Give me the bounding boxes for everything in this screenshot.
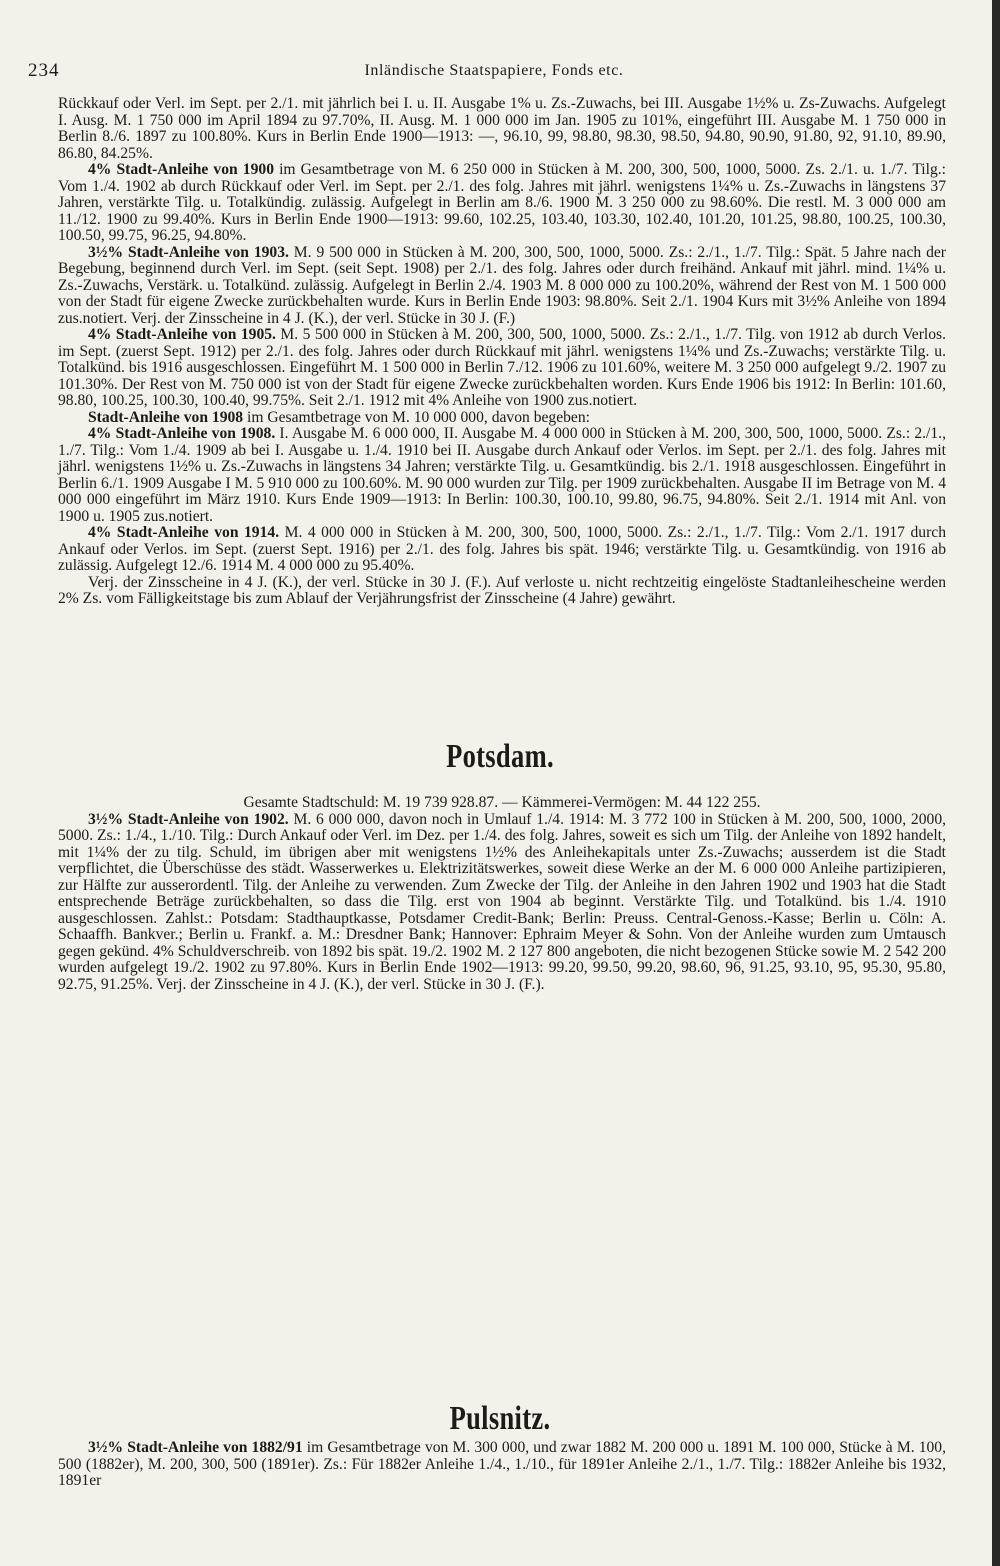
loan-heading: Stadt-Anleihe von 1908 bbox=[88, 408, 244, 426]
city-heading-pulsnitz: Pulsnitz. bbox=[449, 1400, 551, 1437]
loan-body: im Gesamtbetrage von M. 300 000, und zwar 1882 M. 200 000 u. 1891 M. 100 000, Stücke à M. 100, 500 (1882er), M. 200, 300, 500 (1891er). Zs.: Für 1882er Anleihe 1./4., 1./10., für 1891er Anleihe 2./1., 1./7. Tilg.: 1882er Anleihe bis 1932, 1891er bbox=[58, 1439, 946, 1489]
loan-body: im Gesamtbetrage von M. 6 250 000 in Stücken à M. 200, 300, 500, 1000, 5000. Zs. 2./1. u. 1./7. Tilg.: Vom 1./4. 1902 ab durch Rückkauf oder Verl. im Sept. per 2./1. des folg. Jahres mit jährl. wenigstens 1¼% u. Zs.-Zuwachs in längstens 37 Jahren, verstärkte Tilg. u. Totalkündig. zulässig. Aufgelegt in Berlin am 8./6. 1900 M. 3 250 000 zu 98.60%. Die restl. M. 3 000 000 am 11./12. 1900 zu 99.40%. Kurs in Berlin Ende 1900—1913: 99.60, 102.25, 103.40, 103.30, 102.40, 101.20, 101.25, 98.80, 100.25, 100.30, 100.50, 99.75, 96.25, 94.80%. bbox=[58, 161, 946, 244]
paragraph-pulsnitz-loan bbox=[58, 1440, 946, 1490]
loan-body: M. 9 500 000 in Stücken à M. 200, 300, 500, 1000, 5000. Zs.: 2./1., 1./7. Tilg.: Spät. 5 Jahre nach der Begebung, beginnend durch Verl. im Sept. (seit Sept. 1908) per 2./1. des folg. Jahres oder durch freihänd. Ankauf mit jährl. mind. 1¼% u. Zs.-Zuwachs, Verstärk. u. Totalkünd. zulässig. Aufgelegt in Berlin 2./4. 1903 M. 8 000 000 zu 100.20%, während der Rest von M. 1 500 000 von der Stadt für eigene Zwecke zurückbehalten wurde. Kurs in Berlin Ende 1903: 98.80%. Seit 2./1. 1904 Kurs mit 3½% Anleihe von 1894 zus.notiert. Verj. der Zinsscheine in 4 J. (K.), der verl. Stücke in 30 J. (F.) bbox=[58, 243, 946, 327]
paragraph-loan-1914 bbox=[58, 525, 946, 575]
loan-heading: 3½% Stadt-Anleihe von 1882/91 bbox=[88, 1439, 303, 1456]
paragraph-potsdam-loan-1902 bbox=[58, 812, 946, 994]
loan-heading: 4% Stadt-Anleihe von 1908. bbox=[88, 425, 276, 442]
loan-body: I. Ausgabe M. 6 000 000, II. Ausgabe M. 4 000 000 in Stücken à M. 200, 300, 500, 1000, 5000. Zs.: 2./1., 1./7. Tilg.: Vom 1./4. 1909 ab bei I. Ausgabe u. 1./4. 1910 bei II. Ausgabe durch Ankauf oder Verlos. im Sept. per 2./1. des folg. Jahres mit jährl. wenigstens 1½% u. Zs.-Zuwachs in längstens 34 Jahren; verstärkte Tilg. u. Gesamtkündig. bis 2./1. 1918 ausgeschlossen. Eingeführt in Berlin 6./1. 1909 Ausgabe I M. 5 910 000 zu 100.60%. M. 90 000 wurden zur Tilg. per 1909 zurückbehalten. Ausgabe II im Betrage von M. 4 000 000 eingeführt im März 1910. Kurs Ende 1909—1913: In Berlin: 100.30, 100.10, 99.80, 96.75, 94.80%. Seit 2./1. 1914 mit Anl. von 1900 u. 1905 zus.notiert. bbox=[58, 425, 946, 525]
page-header bbox=[28, 60, 960, 84]
loan-heading: 4% Stadt-Anleihe von 1905. bbox=[88, 326, 276, 343]
paragraph-loan-1905 bbox=[58, 327, 946, 410]
loan-body: M. 4 000 000 in Stücken à M. 200, 300, 500, 1000, 5000. Zs.: 2./1., 1./7. Tilg.: Vom 2./1. 1917 durch Ankauf oder Verlos. im Sept. (zuerst Sept. 1916) per 2./1. des folg. Jahres bis spät. 1946; verstärkte Tilg. u. Gesamtkündig. von 1916 ab zulässig. Aufgelegt 12./6. 1914 M. 4 000 000 zu 95.40%. bbox=[58, 524, 946, 574]
loan-body: M. 5 500 000 in Stücken à M. 200, 300, 500, 1000, 5000. Zs.: 2./1., 1./7. Tilg. von 1912 ab durch Verlos. im Sept. (zuerst Sept. 1912) per 2./1. des folg. Jahres oder durch Rückkauf mit jährl. wenigstens 1¼% und Zs.-Zuwachs; verstärkte Tilg. u. Totalkünd. bis 1916 ausgeschlossen. Eingeführt M. 1 500 000 in Berlin 7./12. 1906 zu 101.60%, weitere M. 3 250 000 aufgelegt 9./2. 1907 zu 101.30%. Der Rest von M. 750 000 ist von der Stadt für eigene Zwecke zurückbehalten worden. Kurs Ende 1906 bis 1912: In Berlin: 101.60, 98.80, 100.25, 100.30, 100.40, 99.75%. Seit 2./1. 1912 mit 4% Anleihe von 1900 zus.notiert. bbox=[58, 326, 947, 409]
paragraph-verjaehrung: Verj. der Zinsscheine in 4 J. (K.), der verl. Stücke in 30 J. (F.). Auf verloste u. nicht rechtzeitig eingelöste Stadtanleihescheine werden 2% Zs. vom Fälligkeitstage bis zum Ablauf der Verjährungsfrist der Zinsscheine (4 Jahre) gewährt. bbox=[58, 573, 946, 607]
loan-heading: 4% Stadt-Anleihe von 1900 bbox=[88, 161, 274, 178]
loan-heading: 3½% Stadt-Anleihe von 1903. bbox=[88, 243, 289, 261]
section-potsdam bbox=[58, 795, 946, 993]
paragraph-loan-1900 bbox=[58, 162, 946, 245]
paragraph-loan-1903 bbox=[58, 245, 946, 328]
running-title: Inländische Staatspapiere, Fonds etc. bbox=[364, 62, 624, 79]
city-heading-potsdam: Potsdam. bbox=[446, 738, 554, 775]
loan-body: im Gesamtbetrage von M. 10 000 000, davon begeben: bbox=[243, 408, 590, 426]
loan-body: M. 6 000 000, davon noch in Umlauf 1./4. 1914: M. 3 772 100 in Stücken à M. 200, 500, 1000, 2000, 5000. Zs.: 1./4., 1./10. Tilg.: Durch Ankauf oder Verl. im Dez. per 1./4. des folg. Jahres, soweit es sich um Tilg. der Anleihe von 1892 handelt, mit 1¼% der zu tilg. Schuld, im übrigen aber mit wenigstens 1½% des Anleihekapitals unter Zs.-Zuwachs; ausserdem ist die Stadt verpflichtet, die Überschüsse des städt. Wasserwerkes u. Elektrizitätswerkes, soweit diese Werke an der M. 6 000 000 Anleihe partizipieren, zur Hälfte zur ausserordentl. Tilg. der Anleihe zu verwenden. Zum Zwecke der Tilg. der Anleihe in den Jahren 1902 und 1903 hat die Stadt entsprechende Beträge zurückbehalten, so dass die Tilg. erst von 1904 ab beginnt. Verstärkte Tilg. und Totalkünd. bis 1./4. 1910 ausgeschlossen. Zahlst.: Potsdam: Stadthauptkasse, Potsdamer Credit-Bank; Berlin: Preuss. Central-Genoss.-Kasse; Berlin u. Cöln: A. Schaaffh. Bankver.; Berlin u. Frankf. a. M.: Dresdner Bank; Hannover: Ephraim Meyer & Sohn. Von der Anleihe wurden zum Umtausch gegen gekünd. 4% Schuldverschreib. von 1892 bis spät. 19./2. 1902 M. 2 127 800 angeboten, die nicht bezogenen Stücke sowie M. 2 542 200 wurden aufgelegt 19./2. 1902 zu 97.80%. Kurs in Berlin Ende 1902—1913: 99.20, 99.50, 99.20, 98.60, 96, 91.25, 93.10, 95, 95.30, 95.80, 92.75, 91.25%. Verj. der Zinsscheine in 4 J. (K.), der verl. Stücke in 30 J. (F.). bbox=[58, 810, 947, 993]
page-edge-shadow bbox=[992, 0, 1000, 1566]
page-number: 234 bbox=[28, 60, 60, 81]
loan-heading: 3½% Stadt-Anleihe von 1902. bbox=[88, 810, 289, 828]
section-pulsnitz bbox=[58, 1440, 946, 1490]
loan-heading: 4% Stadt-Anleihe von 1914. bbox=[88, 524, 280, 541]
paragraph-continuation: Rückkauf oder Verl. im Sept. per 2./1. mit jährlich bei I. u. II. Ausgabe 1% u. Zs.-Zuwachs, bei III. Ausgabe 1½% u. Zs-Zuwachs. Aufgelegt I. Ausg. M. 1 750 000 im April 1894 zu 97.70%, II. Ausg. M. 1 000 000 im Jan. 1905 zu 101%, eingeführt III. Ausgabe M. 1 750 000 in Berlin 8./6. 1897 zu 100.80%. Kurs in Berlin Ende 1900—1913: —, 96.10, 99, 98.80, 98.30, 98.50, 94.80, 90.90, 91.80, 92, 91.10, 89.90, 86.80, 84.25%. bbox=[58, 95, 946, 162]
paragraph-loan-1908 bbox=[58, 426, 946, 525]
potsdam-summary: Gesamte Stadtschuld: M. 19 739 928.87. — Kämmerei-Vermögen: M. 44 122 255. bbox=[243, 794, 761, 811]
section-continued-loans bbox=[58, 96, 946, 608]
paragraph-loan-1908-total bbox=[58, 410, 946, 427]
